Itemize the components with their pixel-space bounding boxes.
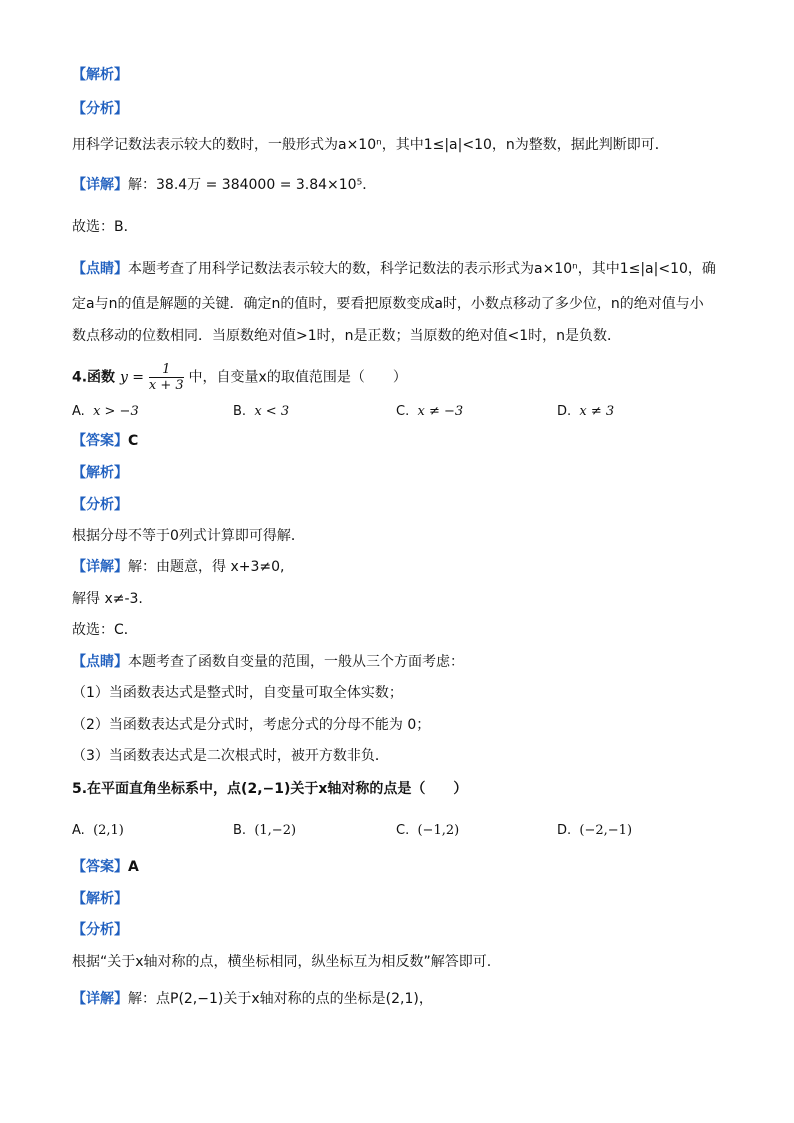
jiexi-heading: 【解析】 — [72, 67, 128, 83]
option-text: (−1,2) — [417, 823, 460, 838]
q4-fraction — [149, 362, 184, 393]
q4-option-a — [72, 403, 139, 421]
option-label: B. — [233, 823, 247, 838]
option-label: C. — [396, 404, 410, 419]
dianjing-line-1 — [72, 260, 716, 278]
option-label: D. — [557, 404, 572, 419]
dianjing-line-2: 定a与n的值是解题的关键．确定n的值时，要看把原数变成a时，小数点移动了多少位，n的绝对值与小 — [72, 296, 704, 312]
option-label: B. — [233, 404, 247, 419]
q4-fenxi-heading: 【分析】 — [72, 497, 128, 513]
q4-option-c — [396, 403, 463, 421]
dianjing-text-1: 本题考查了用科学记数法表示较大的数，科学记数法的表示形式为a×10ⁿ，其中1≤|a|<10，确 — [128, 261, 716, 277]
dianjing-tag: 【点睛】 — [72, 654, 128, 670]
q4-option-d — [557, 403, 614, 421]
q5-fenxi-heading: 【分析】 — [72, 922, 128, 938]
q4-point-1: （1）当函数表达式是整式时，自变量可取全体实数； — [72, 685, 403, 701]
option-label: C. — [396, 823, 410, 838]
option-text: (1,−2) — [254, 823, 297, 838]
xiangjie-line — [72, 176, 376, 194]
q4-point-2: （2）当函数表达式是分式时，考虑分式的分母不能为 0； — [72, 717, 431, 733]
option-text: x ≠ 3 — [579, 404, 615, 419]
answer-value: A — [128, 859, 139, 875]
dianjing-text: 本题考查了函数自变量的范围，一般从三个方面考虑： — [128, 654, 464, 670]
q5-xiangjie — [72, 990, 433, 1008]
xiangjie-tag: 【详解】 — [72, 559, 128, 575]
option-text: (−2,−1) — [579, 823, 633, 838]
q4-suffix: 中，自变量x的取值范围是（ ） — [188, 369, 407, 386]
xiangjie-text: 解：由题意，得 x+3≠0, — [128, 559, 285, 575]
fenxi-heading: 【分析】 — [72, 101, 128, 117]
q5-fenxi-text: 根据“关于x轴对称的点，横坐标相同，纵坐标互为相反数”解答即可. — [72, 954, 492, 970]
q5-option-d — [557, 822, 632, 840]
q5-jiexi-heading: 【解析】 — [72, 891, 128, 907]
dianjing-line-3: 数点移动的位数相同．当原数绝对值>1时，n是正数；当原数的绝对值<1时，n是负数． — [72, 328, 622, 344]
xiangjie-text: 解：38.4万 = 384000 = 3.84×10⁵． — [128, 177, 377, 193]
q4-prefix: 4.函数 — [72, 369, 116, 386]
answer-value: C — [128, 433, 139, 449]
q4-point-3: （3）当函数表达式是二次根式时，被开方数非负． — [72, 748, 389, 764]
q4-option-b — [233, 403, 289, 421]
option-label: D. — [557, 823, 572, 838]
option-label: A. — [72, 404, 85, 419]
q4-fraction-numerator: 1 — [149, 362, 184, 378]
q5-option-b — [233, 822, 296, 840]
answer-tag: 【答案】 — [72, 859, 128, 875]
q4-fraction-denominator: x + 3 — [148, 378, 184, 393]
option-text: (2,1) — [93, 823, 124, 838]
question-5-stem: 5.在平面直角坐标系中，点(2,−1)关于x轴对称的点是（ ） — [72, 781, 468, 797]
q4-xiangjie — [72, 558, 284, 576]
q4-guxuan: 故选：C． — [72, 622, 138, 638]
q5-option-c — [396, 822, 459, 840]
answer-tag: 【答案】 — [72, 433, 128, 449]
q5-answer — [72, 858, 139, 876]
xiangjie-text: 解：点P(2,−1)关于x轴对称的点的坐标是(2,1)， — [128, 991, 433, 1007]
xiangjie-tag: 【详解】 — [72, 177, 128, 193]
question-4-stem — [72, 362, 407, 393]
xiangjie-tag: 【详解】 — [72, 991, 128, 1007]
q4-jiexi-heading: 【解析】 — [72, 465, 128, 481]
option-text: x > −3 — [93, 404, 139, 419]
q4-dianjing — [72, 653, 464, 671]
q4-fenxi-text: 根据分母不等于0列式计算即可得解． — [72, 528, 305, 544]
option-text: x ≠ −3 — [417, 404, 464, 419]
option-label: A. — [72, 823, 85, 838]
q4-jiede: 解得 x≠-3. — [72, 591, 143, 607]
q5-option-a — [72, 822, 124, 840]
dianjing-tag: 【点睛】 — [72, 261, 128, 277]
fenxi-text: 用科学记数法表示较大的数时，一般形式为a×10ⁿ，其中1≤|a|<10，n为整数，据此判断即可． — [72, 137, 669, 153]
option-text: x < 3 — [254, 404, 290, 419]
q4-answer — [72, 432, 138, 450]
guxuan-text: 故选：B． — [72, 219, 138, 235]
q4-y-eq: y = — [119, 369, 145, 386]
